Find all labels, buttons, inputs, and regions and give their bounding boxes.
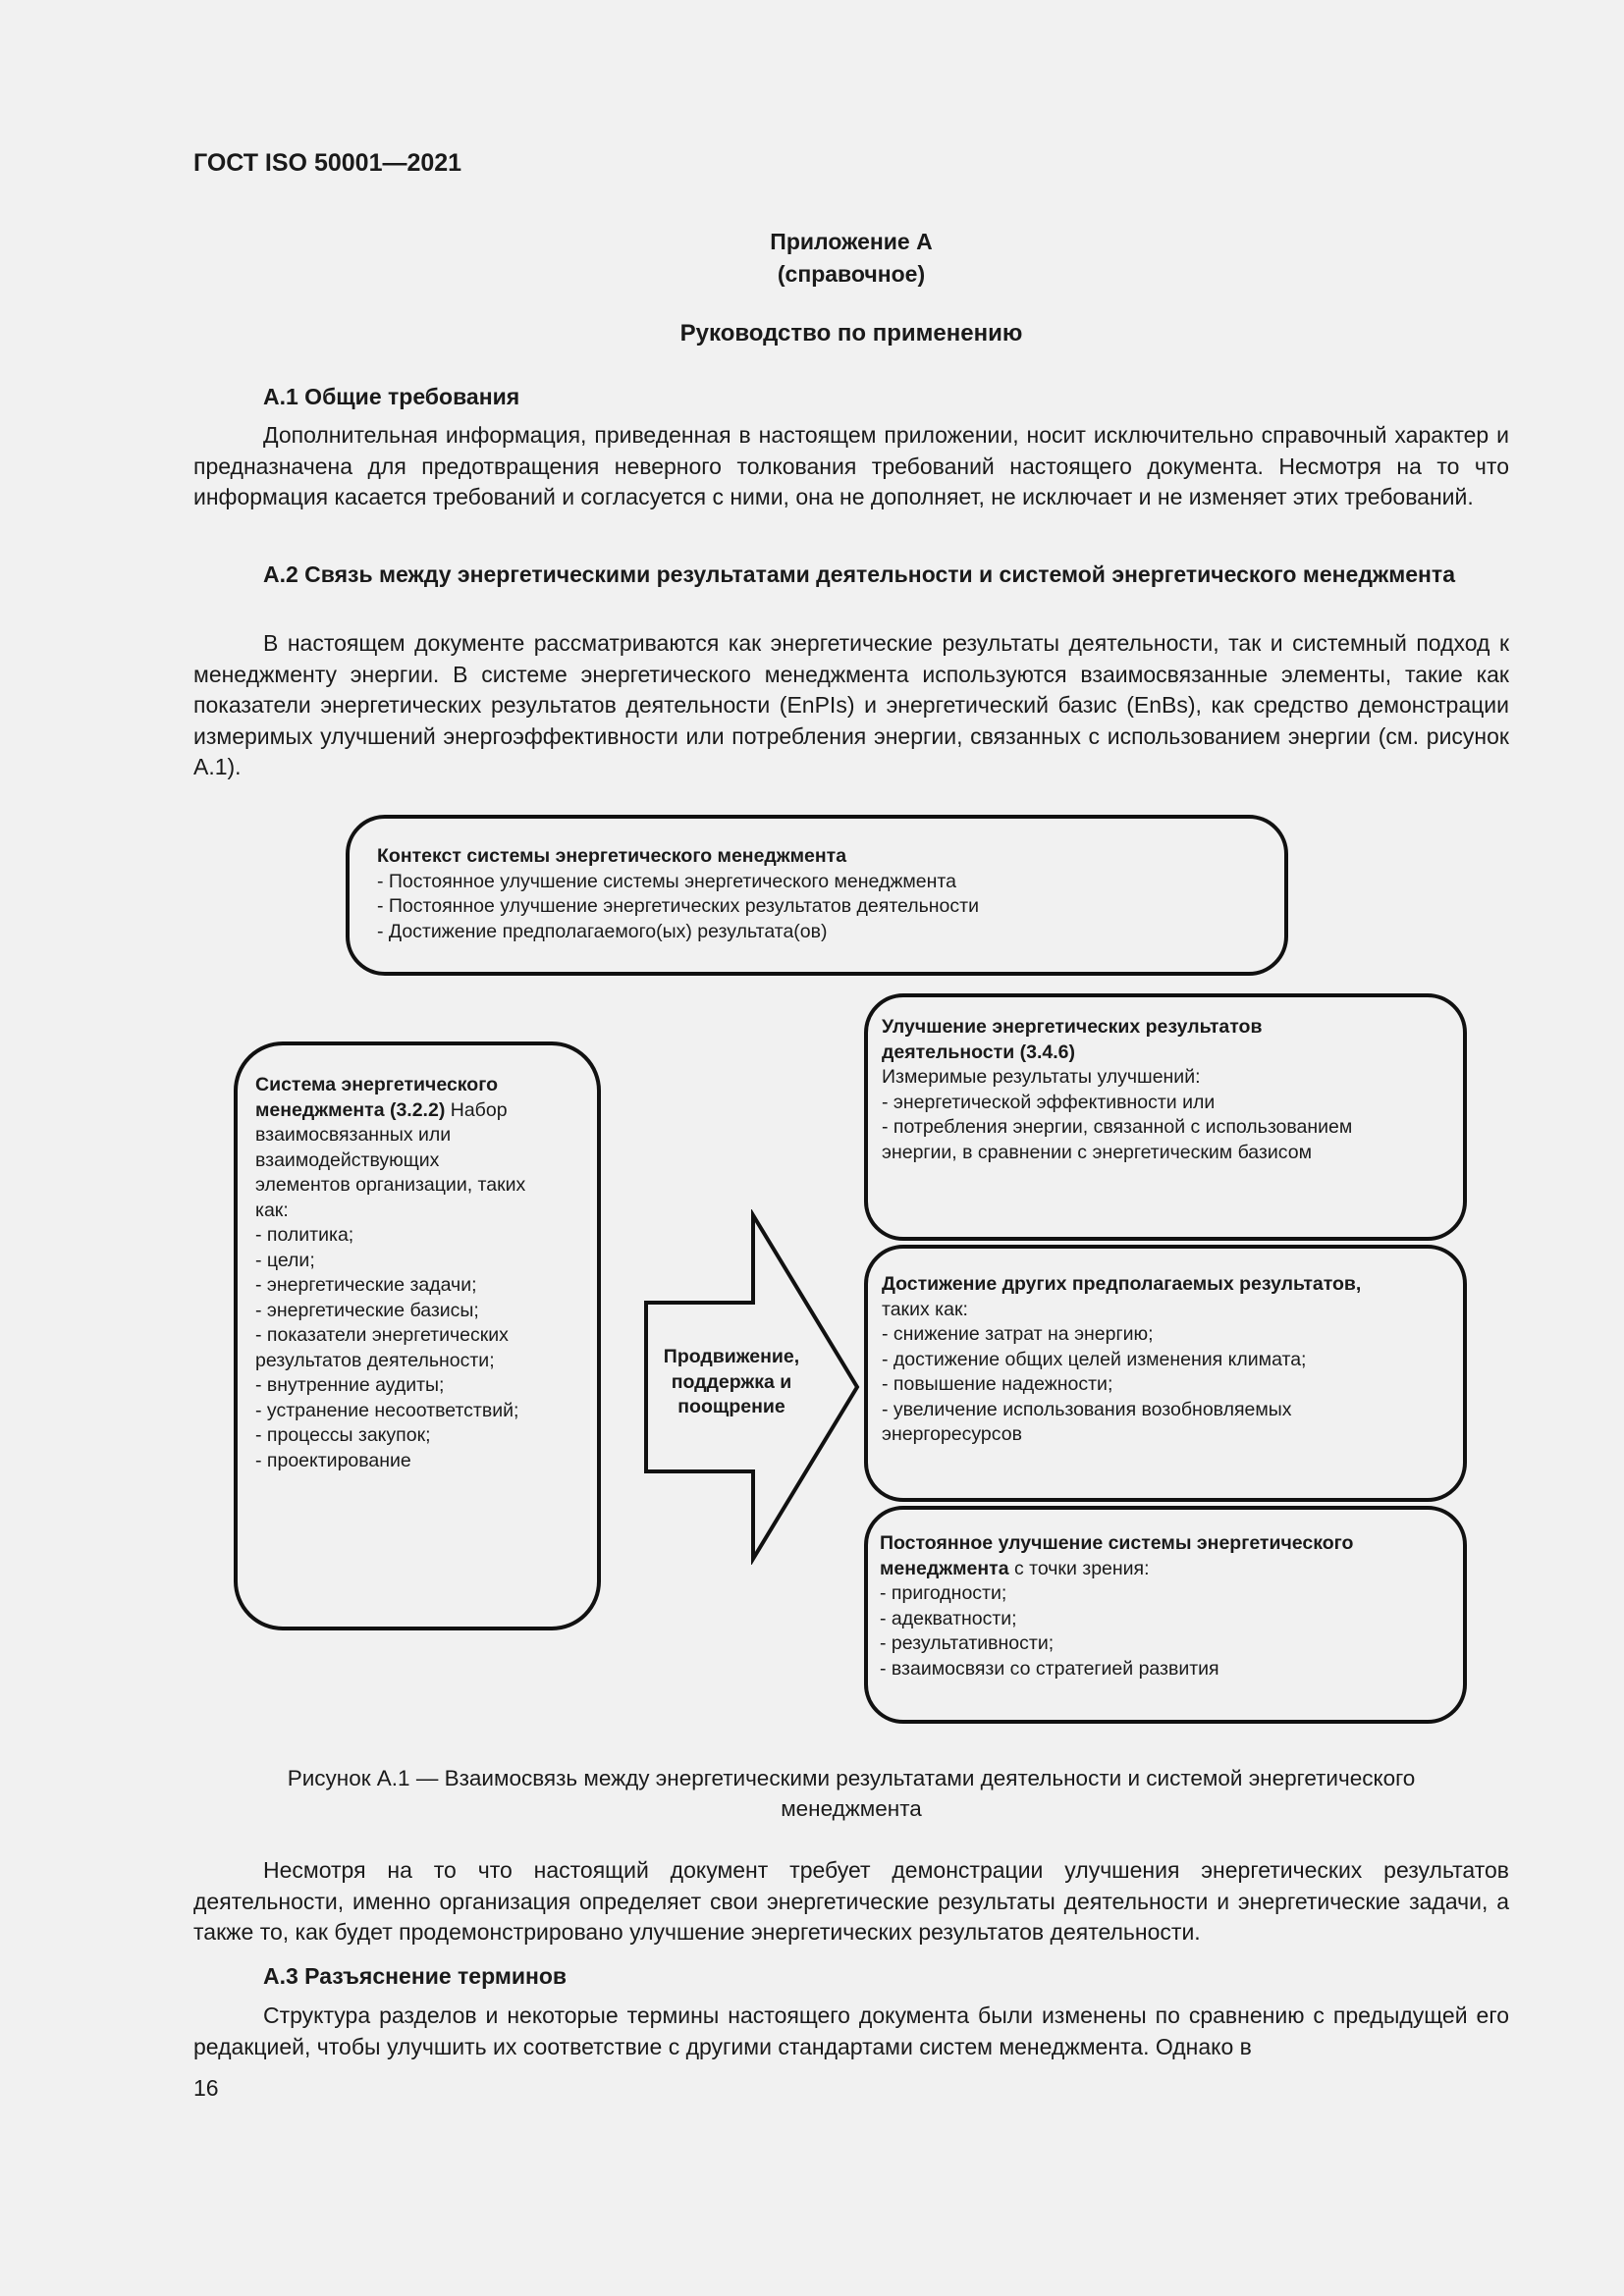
enms-line: - показатели энергетических [255,1324,509,1346]
continual-line: - адекватности; [880,1607,1017,1629]
enms-line: как: [255,1199,289,1221]
section-a3-heading: А.3 Разъяснение терминов [263,1963,568,1989]
enms-box [234,1041,601,1630]
other-results-line: - достижение общих целей изменения климата; [882,1348,1307,1370]
enms-line: - внутренние аудиты; [255,1374,445,1396]
enms-line: результатов деятельности; [255,1349,495,1371]
other-results-line: таких как: [882,1298,968,1320]
enms-line: - цели; [255,1249,315,1271]
after-figure-text: Несмотря на то что настоящий документ требует демонстрации улучшения энергетических результатов деятельности, именно организация определяет свои энергетические результаты деятельности и энергетические задачи, а также то, как будет продемонстрировано улучшение энергетических результатов деятельности. [193,1857,1509,1945]
enms-line: взаимосвязанных или [255,1124,452,1146]
improvement-line: - энергетической эффективности или [882,1091,1216,1113]
enms-line: - проектирование [255,1449,411,1471]
enms-line: - процессы закупок; [255,1424,431,1446]
enms-line: - политика; [255,1224,354,1246]
section-a3-text: Структура разделов и некоторые термины настоящего документа были изменены по сравнению с предыдущей его редакцией, чтобы улучшить их соответствие с другими стандартами систем менеджмента. Однако в [193,2002,1509,2059]
continual-line: - пригодности; [880,1582,1007,1604]
context-item: - Постоянное улучшение системы энергетического менеджмента [377,870,956,892]
context-box-title: Контекст системы энергетического менеджмента [377,845,847,867]
section-a1-heading: А.1 Общие требования [263,384,520,409]
improvement-line: Измеримые результаты улучшений: [882,1066,1201,1088]
section-a2-heading: А.2 Связь между энергетическими результатами деятельности и системой энергетического менеджмента [263,561,1455,587]
continual-def: с точки зрения: [1013,1557,1150,1579]
section-a2-text: В настоящем документе рассматриваются как энергетические результаты деятельности, так и системный подход к менеджменту энергии. В системе энергетического менеджмента используются взаимосвязанные элементы, такие как показатели энергетических результатов деятельности (EnPIs) и энергетический базис (EnBs), как средство демонстрации измеримых улучшений энергоэффективности или потребления энергии, связанных с использованием энергии (см. рисунок А.1). [193,630,1509,779]
continual-line: - взаимосвязи со стратегией развития [880,1657,1219,1680]
enms-line: - устранение несоответствий; [255,1399,519,1421]
context-box [346,815,1288,976]
other-results-line: Достижение других предполагаемых результатов, [882,1273,1362,1295]
annex-subtitle: (справочное) [777,261,926,287]
enms-line: элементов организации, таких [255,1174,526,1196]
improvement-line: энергии, в сравнении с энергетическим базисом [882,1141,1312,1163]
section-a1-text: Дополнительная информация, приведенная в настоящем приложении, носит исключительно справочный характер и предназначена для предотвращения неверного толкования требований настоящего документа. Несмотря на то что информация касается требований и согласуется с ними, она не дополняет, не исключает и не изменяет этих требований. [193,422,1509,509]
document-header: ГОСТ ISO 50001—2021 [193,149,462,177]
other-results-box [864,1245,1467,1502]
annex-title: Приложение А [770,229,933,254]
enms-line: Система энергетического [255,1074,498,1095]
arrow-label-line: поощрение [677,1396,785,1417]
improvement-line: деятельности (3.4.6) [882,1041,1075,1063]
other-results-line: - повышение надежности; [882,1373,1113,1395]
enms-term: менеджмента (3.2.2) [255,1098,446,1121]
guide-title: Руководство по применению [679,320,1023,347]
arrow-label-line: Продвижение, [663,1346,800,1367]
context-item: - Постоянное улучшение энергетических результатов деятельности [377,895,979,917]
improvement-line: - потребления энергии, связанной с использованием [882,1116,1353,1138]
arrow-label [653,1345,810,1420]
other-results-line: - увеличение использования возобновляемых [882,1398,1292,1420]
improvement-line: Улучшение энергетических результатов [882,1016,1263,1038]
figure-caption-line: Рисунок А.1 — Взаимосвязь между энергетическими результатами деятельности и системой энергетического [287,1766,1416,1790]
enms-line: - энергетические задачи; [255,1274,477,1296]
page-number: 16 [193,2075,219,2101]
enms-line: - энергетические базисы; [255,1299,479,1321]
continual-improvement-box [864,1506,1467,1724]
enms-line: взаимодействующих [255,1148,440,1171]
figure-caption [193,1763,1509,1824]
continual-term: менеджмента [880,1557,1009,1579]
figure-caption-line: менеджмента [781,1796,922,1821]
enms-def: Набор [450,1098,508,1121]
other-results-line: энергоресурсов [882,1423,1022,1445]
other-results-line: - снижение затрат на энергию; [882,1323,1154,1345]
continual-line: - результативности; [880,1632,1055,1654]
arrow-label-line: поддержка и [671,1370,792,1393]
annex-heading [193,226,1509,291]
improvement-box [864,993,1467,1241]
context-item: - Достижение предполагаемого(ых) результата(ов) [377,920,828,942]
continual-line: Постоянное улучшение системы энергетического [880,1532,1354,1554]
